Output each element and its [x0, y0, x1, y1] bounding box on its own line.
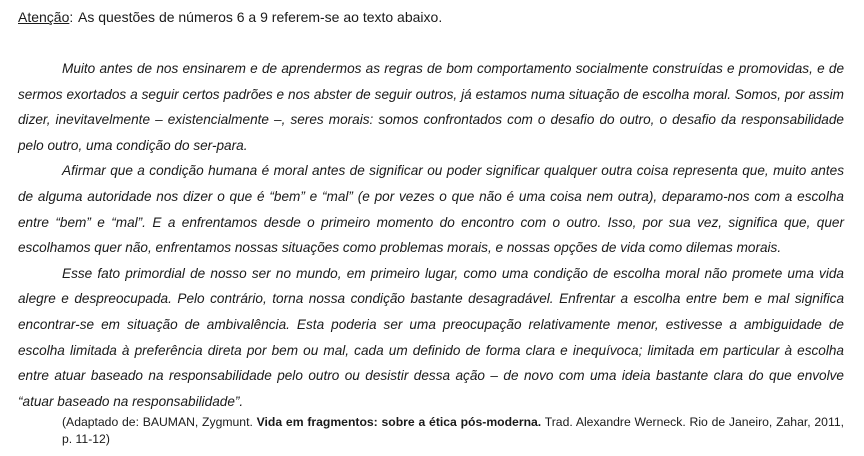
citation-book-title: Vida em fragmentos: sobre a ética pós-moderna.	[256, 415, 542, 429]
source-citation	[62, 414, 844, 448]
citation-prefix: (Adaptado de: BAUMAN, Zygmunt.	[62, 415, 257, 429]
citation-suffix: Trad. Alexandre Werneck. Rio de Janeiro, Zahar, 2011, p. 11-12)	[62, 415, 844, 446]
article-paragraph-3: Esse fato primordial de nosso ser no mundo, em primeiro lugar, como uma condição de escolha moral não promete uma vida alegre e despreocupada. Pelo contrário, torna nossa condição bastante desagradável. Enfrentar a escolha entre bem e mal significa encontrar-se em situação de ambivalência. Esta poderia ser uma preocupação relativamente menor, estivesse a ambiguidade de escolha limitada à preferência direta por bem ou mal, cada um definido de forma clara e inequívoca; limitada em particular à escolha entre atuar baseado na responsabilidade pelo outro ou desistir dessa ação – de novo com uma ideia bastante clara do que envolve “atuar baseado na responsabilidade”.	[18, 265, 844, 409]
attention-colon: :	[69, 9, 74, 25]
article-paragraph-1: Muito antes de nos ensinarem e de aprendermos as regras de bom comportamento socialmente construídas e promovidas, e de sermos exortados a seguir certos padrões e nos abster de seguir outros, já estamos numa situação de escolha moral. Somos, por assim dizer, inevitavelmente – existencialmente –, seres morais: somos confrontados com o desafio do outro, o desafio da responsabilidade pelo outro, uma condição do ser-para.	[18, 61, 844, 153]
attention-header	[18, 8, 443, 26]
article-text	[18, 56, 844, 414]
attention-instruction: As questões de números 6 a 9 referem-se ao texto abaixo.	[78, 9, 443, 25]
attention-label: Atenção	[18, 9, 70, 25]
article-paragraph-2: Afirmar que a condição humana é moral antes de significar ou poder significar qualquer outra coisa representa que, muito antes de alguma autoridade nos dizer o que é “bem” e “mal” (e por vezes o que não é uma coisa nem outra), deparamo-nos com a escolha entre “bem” e “mal”. E a enfrentamos desde o primeiro momento do encontro com o outro. Isso, por sua vez, significa que, quer escolhamos quer não, enfrentamos nossas situações como problemas morais, e nossas opções de vida como dilemas morais.	[18, 163, 844, 256]
